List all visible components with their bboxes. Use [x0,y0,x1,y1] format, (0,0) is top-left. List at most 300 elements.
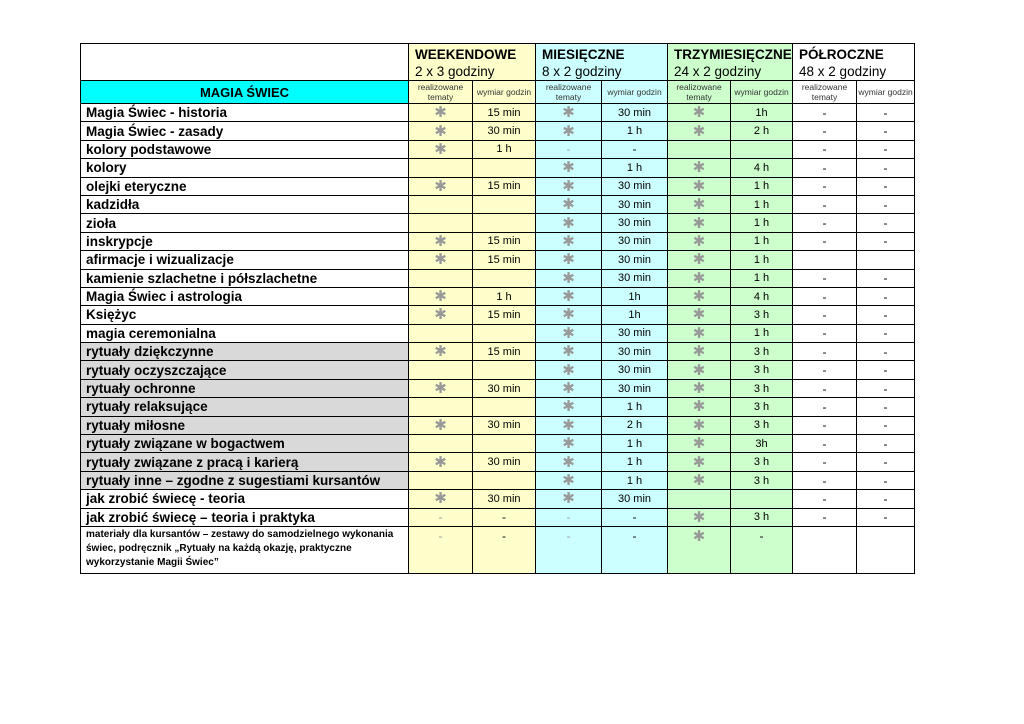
asterisk-icon: ✱ [434,380,447,398]
time-cell [731,526,793,573]
realized-cell [536,398,602,416]
topic-name: rytuały relaksujące [81,398,409,416]
time-value: 1 h [626,161,643,174]
dash-mark: - [566,510,571,525]
time-value: 3 h [753,345,770,358]
time-value: - [883,326,888,341]
time-cell [857,379,915,397]
topic-name: kolory [81,159,409,177]
table-row [81,104,915,122]
asterisk-icon: ✱ [692,416,706,434]
table-row [81,361,915,379]
time-value: 30 min [617,272,652,285]
time-value: 3 h [753,511,770,524]
realized-cell [409,104,473,122]
realized-cell [409,251,473,269]
topic-name: afirmacje i wizualizacje [81,251,409,269]
realized-cell [668,269,731,287]
time-cell [731,104,793,122]
realized-cell [668,324,731,342]
dash-mark: - [822,142,827,157]
realized-cell [536,490,602,508]
time-value: 1 h [753,272,770,285]
time-value: 3 h [753,400,770,413]
realized-cell [668,251,731,269]
time-value: 1h [628,290,641,303]
asterisk-icon: ✱ [692,435,706,453]
realized-cell [536,269,602,287]
realized-cell [409,232,473,250]
realized-cell [793,416,857,434]
asterisk-icon: ✱ [562,343,575,361]
time-cell [731,508,793,526]
asterisk-icon: ✱ [692,306,706,324]
time-cell [602,343,668,361]
time-value: - [883,160,888,175]
topic-name: Magia Świec i astrologia [81,287,409,305]
table-row [81,398,915,416]
topic-name: kadzidła [81,195,409,213]
dash-mark: - [822,271,827,286]
asterisk-icon: ✱ [562,472,575,489]
asterisk-icon: ✱ [692,232,706,250]
table-row [81,122,915,140]
topic-name: rytuały związane z pracą i karierą [81,453,409,471]
time-cell [602,195,668,213]
topic-name: rytuały dziękczynne [81,343,409,361]
realized-cell [793,343,857,361]
realized-cell [668,361,731,379]
time-value: 30 min [487,125,521,138]
realized-cell [668,159,731,177]
realized-cell [793,195,857,213]
dash-mark: - [822,160,827,175]
time-cell [857,269,915,287]
realized-cell [409,379,473,397]
realized-cell [536,232,602,250]
time-cell [857,104,915,122]
table-row [81,177,915,195]
realized-cell [793,251,857,269]
time-value: 30 min [617,327,652,340]
time-value: 1 h [626,400,643,413]
time-cell [473,471,536,489]
asterisk-icon: ✱ [692,104,706,122]
asterisk-icon: ✱ [562,416,575,434]
asterisk-icon: ✱ [562,251,575,269]
realized-cell [536,453,602,471]
asterisk-icon: ✱ [434,177,447,195]
table-row [81,435,915,453]
realized-cell [409,490,473,508]
time-value: 15 min [487,253,521,266]
asterisk-icon: ✱ [692,380,706,398]
realized-cell [409,306,473,324]
dash-mark: - [822,363,827,378]
time-value: 2 h [626,419,643,432]
time-cell [602,453,668,471]
time-value: 30 min [617,364,652,377]
topic-name: rytuały miłosne [81,416,409,434]
time-cell [473,122,536,140]
realized-cell [668,177,731,195]
asterisk-icon: ✱ [562,159,575,177]
table-row [81,324,915,342]
dash-mark: - [438,510,443,525]
time-value: - [883,510,888,525]
time-value: - [883,142,888,157]
realized-cell [409,159,473,177]
time-cell [473,104,536,122]
time-cell [857,195,915,213]
time-value: 3 h [753,364,770,377]
realized-cell [668,471,731,489]
dash-mark: - [822,418,827,433]
time-cell [731,453,793,471]
realized-cell [409,324,473,342]
asterisk-icon: ✱ [434,453,447,471]
time-value: 1h [628,308,641,321]
table-row [81,343,915,361]
time-value: 15 min [487,180,521,193]
time-cell [473,195,536,213]
asterisk-icon: ✱ [434,104,447,122]
asterisk-icon: ✱ [692,288,706,306]
time-cell [473,490,536,508]
asterisk-icon: ✱ [562,380,575,398]
realized-cell [536,306,602,324]
time-cell [857,416,915,434]
time-cell [731,159,793,177]
time-value: 30 min [617,492,652,505]
realized-cell [668,435,731,453]
time-cell [473,251,536,269]
subheader-time: wymiar godzin [857,81,915,104]
time-cell [473,398,536,416]
time-cell [857,435,915,453]
realized-cell [793,232,857,250]
realized-cell [668,526,731,573]
time-cell [602,140,668,158]
realized-cell [668,232,731,250]
realized-cell [536,122,602,140]
dash-mark: - [822,289,827,304]
realized-cell [536,177,602,195]
time-cell [473,306,536,324]
plan-name: TRZYMIESIĘCZNE [674,47,792,62]
time-cell [602,508,668,526]
time-cell [473,232,536,250]
asterisk-icon: ✱ [692,251,706,269]
realized-cell [793,526,857,573]
time-value: - [502,528,506,543]
time-value: 15 min [487,345,521,358]
asterisk-icon: ✱ [692,269,706,287]
time-value: 30 min [617,217,652,230]
topic-name: inskrypcje [81,232,409,250]
subheader-realized: realizowane tematy [409,81,473,104]
time-cell [857,159,915,177]
asterisk-icon: ✱ [434,343,447,361]
realized-cell [793,269,857,287]
asterisk-icon: ✱ [434,416,447,434]
dash-mark: - [566,528,571,543]
time-cell [857,306,915,324]
table-row [81,140,915,158]
realized-cell [668,140,731,158]
realized-cell [793,361,857,379]
time-cell [857,398,915,416]
asterisk-icon: ✱ [692,508,706,526]
dash-mark: - [822,105,827,120]
topic-name: kolory podstawowe [81,140,409,158]
time-value: 1 h [626,125,643,138]
asterisk-icon: ✱ [692,122,706,140]
plan-detail: 24 x 2 godziny [674,64,762,79]
table-row [81,251,915,269]
time-value: 30 min [617,198,652,211]
realized-cell [668,490,731,508]
time-cell [473,324,536,342]
realized-cell [409,508,473,526]
realized-cell [793,214,857,232]
time-cell [731,269,793,287]
time-cell [857,251,915,269]
dash-mark: - [438,528,443,543]
asterisk-icon: ✱ [562,214,575,232]
subheader-realized: realizowane tematy [536,81,602,104]
topic-name: zioła [81,214,409,232]
realized-cell [409,453,473,471]
time-value: 3 h [753,308,770,321]
table-row [81,159,915,177]
time-value: 30 min [487,382,521,395]
time-cell [602,287,668,305]
asterisk-icon: ✱ [692,343,706,361]
plan-detail: 48 x 2 godziny [799,64,887,79]
dash-mark: - [822,436,827,451]
realized-cell [536,435,602,453]
realized-cell [793,324,857,342]
realized-cell [536,471,602,489]
time-value: - [883,436,888,451]
time-value: - [502,510,506,525]
time-cell [731,416,793,434]
time-value: - [883,473,888,488]
time-value: - [883,399,888,414]
time-cell [602,324,668,342]
asterisk-icon: ✱ [562,324,575,342]
time-value: 1 h [753,198,770,211]
time-value: 30 min [617,106,652,119]
time-value: - [883,344,888,359]
time-value: 1 h [626,474,643,487]
subheader-time: wymiar godzin [731,81,793,104]
asterisk-icon: ✱ [692,453,706,471]
realized-cell [409,269,473,287]
time-cell [602,269,668,287]
table-row [81,269,915,287]
time-value: - [883,234,888,249]
time-value: 1 h [753,180,770,193]
time-cell [473,361,536,379]
time-cell [602,104,668,122]
time-cell [602,122,668,140]
dash-mark: - [822,307,827,322]
realized-cell [793,379,857,397]
time-cell [473,508,536,526]
table-row [81,490,915,508]
asterisk-icon: ✱ [562,288,575,306]
subheader-realized: realizowane tematy [668,81,731,104]
time-cell [602,435,668,453]
realized-cell [409,122,473,140]
time-cell [602,306,668,324]
time-cell [857,122,915,140]
dash-mark: - [822,510,827,525]
asterisk-icon: ✱ [692,159,706,177]
asterisk-icon: ✱ [434,232,447,250]
time-cell [473,416,536,434]
table-row [81,214,915,232]
time-value: - [883,491,888,506]
realized-cell [668,214,731,232]
dash-mark: - [822,124,827,139]
realized-cell [536,159,602,177]
time-cell [857,526,915,573]
realized-cell [793,471,857,489]
realized-cell [668,343,731,361]
realized-cell [536,140,602,158]
asterisk-icon: ✱ [692,196,706,214]
time-cell [473,214,536,232]
plan-detail: 8 x 2 godziny [542,64,622,79]
time-cell [473,159,536,177]
time-value: 1 h [753,235,770,248]
time-value: - [883,124,888,139]
time-value: - [883,381,888,396]
dash-mark: - [822,491,827,506]
asterisk-icon: ✱ [562,104,575,122]
time-value: - [883,418,888,433]
time-value: - [883,289,888,304]
topic-name: magia ceremonialna [81,324,409,342]
topic-name: Magia Świec - historia [81,104,409,122]
asterisk-icon: ✱ [562,122,575,140]
plan-name: PÓŁROCZNE [799,47,884,62]
time-cell [857,232,915,250]
time-value: 3 h [753,474,770,487]
time-value: 15 min [487,235,521,248]
realized-cell [668,416,731,434]
time-cell [731,177,793,195]
time-cell [857,453,915,471]
asterisk-icon: ✱ [562,232,575,250]
table-row [81,416,915,434]
realized-cell [668,122,731,140]
time-cell [473,379,536,397]
time-cell [602,177,668,195]
topic-rows [81,104,915,574]
time-cell [602,361,668,379]
realized-cell [536,416,602,434]
time-cell [731,343,793,361]
realized-cell [793,177,857,195]
realized-cell [793,435,857,453]
time-cell [473,140,536,158]
time-cell [731,471,793,489]
plan-quarterly [668,44,793,81]
asterisk-icon: ✱ [692,177,706,195]
topic-name: olejki eteryczne [81,177,409,195]
asterisk-icon: ✱ [562,490,575,508]
dash-mark: - [822,455,827,470]
time-cell [731,361,793,379]
course-table [80,43,915,574]
time-cell [857,140,915,158]
table-row [81,379,915,397]
topic-name: rytuały oczyszczające [81,361,409,379]
time-value: 1 h [496,143,512,156]
realized-cell [668,398,731,416]
realized-cell [409,287,473,305]
realized-cell [536,287,602,305]
time-cell [731,324,793,342]
realized-cell [409,471,473,489]
time-value: - [883,307,888,322]
realized-cell [409,416,473,434]
time-cell [602,232,668,250]
realized-cell [668,508,731,526]
time-value: 4 h [753,290,770,303]
realized-cell [409,526,473,573]
dash-mark: - [822,234,827,249]
time-cell [602,398,668,416]
time-cell [731,195,793,213]
subheader-time: wymiar godzin [602,81,668,104]
time-value: - [883,271,888,286]
time-value: 3h [755,437,768,450]
time-cell [857,214,915,232]
realized-cell [409,140,473,158]
subheader-realized: realizowane tematy [793,81,857,104]
time-value: 1 h [496,290,512,303]
topic-name: rytuały ochronne [81,379,409,397]
asterisk-icon: ✱ [692,472,706,489]
time-cell [602,526,668,573]
topic-name: materiały dla kursantów – zestawy do samodzielnego wykonania świec, podręcznik „Rytuały na każdą okazję, praktyczne wykorzystanie Magii Świec” [81,526,409,573]
time-cell [602,416,668,434]
time-cell [602,159,668,177]
time-cell [731,435,793,453]
table-row [81,306,915,324]
time-value: - [883,179,888,194]
time-cell [857,361,915,379]
realized-cell [793,287,857,305]
subheader-time: wymiar godzin [473,81,536,104]
dash-mark: - [822,197,827,212]
time-cell [857,490,915,508]
asterisk-icon: ✱ [562,177,575,195]
asterisk-icon: ✱ [692,527,706,545]
time-value: 4 h [753,161,770,174]
asterisk-icon: ✱ [692,214,706,232]
time-cell [731,140,793,158]
time-cell [602,471,668,489]
topic-name: rytuały inne – zgodne z sugestiami kursantów [81,471,409,489]
time-cell [602,214,668,232]
time-value: - [759,528,764,543]
